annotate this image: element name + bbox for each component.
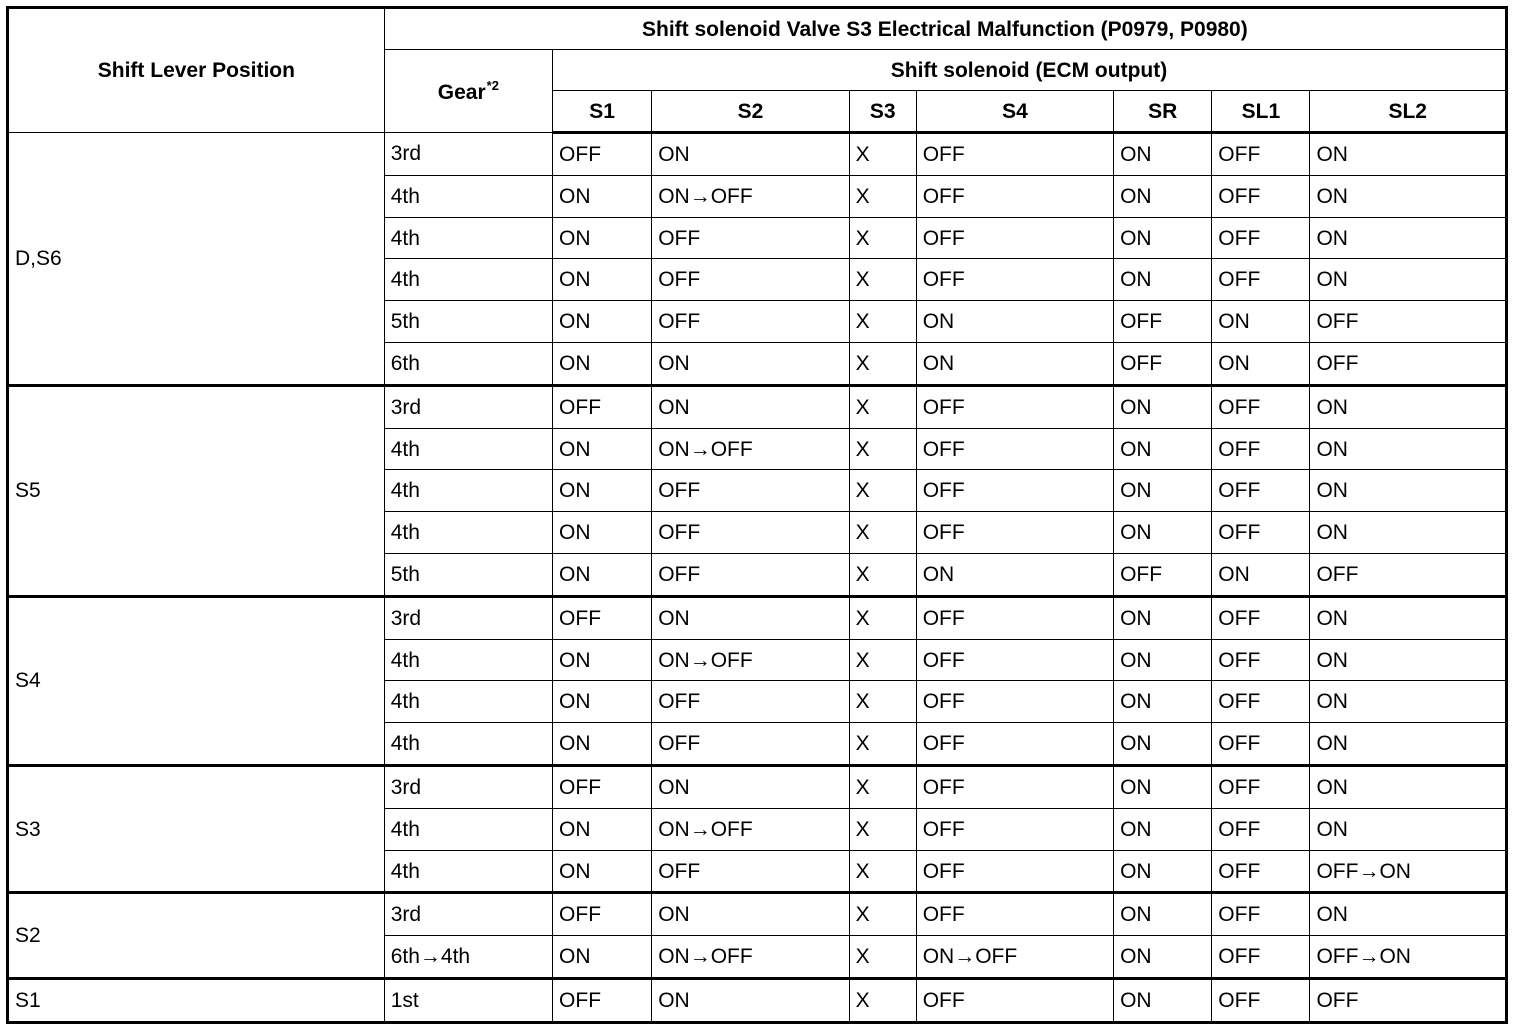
solenoid-value-cell: X <box>849 259 916 301</box>
gear-cell: 4th <box>384 259 552 301</box>
solenoid-value-cell: ON <box>553 936 652 979</box>
solenoid-value-cell: X <box>849 596 916 639</box>
table-row <box>8 133 1507 176</box>
table-title: Shift solenoid Valve S3 Electrical Malfunction (P0979, P0980) <box>384 8 1506 50</box>
solenoid-value-cell: OFF <box>916 259 1113 301</box>
shift-lever-position-cell: S5 <box>8 385 385 596</box>
solenoid-value-cell: ON <box>1114 893 1212 936</box>
solenoid-value-cell: X <box>849 639 916 681</box>
solenoid-value-cell: OFF <box>1212 470 1310 512</box>
solenoid-value-cell: ON <box>1114 259 1212 301</box>
solenoid-value-cell: OFF <box>1114 343 1212 386</box>
gear-cell: 4th <box>384 428 552 470</box>
solenoid-value-cell: ON <box>1114 766 1212 809</box>
column-header-s3: S3 <box>849 91 916 133</box>
solenoid-value-cell: X <box>849 133 916 176</box>
gear-cell: 4th <box>384 850 552 893</box>
solenoid-value-cell: ON <box>1310 259 1507 301</box>
solenoid-value-cell: ON <box>1114 428 1212 470</box>
solenoid-value-cell: OFF <box>916 596 1113 639</box>
solenoid-value-cell: OFF <box>1212 428 1310 470</box>
solenoid-value-cell: X <box>849 301 916 343</box>
solenoid-value-cell: ON <box>1310 428 1507 470</box>
solenoid-value-cell: OFF <box>1310 554 1507 597</box>
solenoid-value-cell: OFF <box>1212 512 1310 554</box>
solenoid-value-cell: ON <box>1310 470 1507 512</box>
gear-cell: 4th <box>384 217 552 259</box>
gear-footnote-mark: *2 <box>486 78 499 93</box>
solenoid-group-header: Shift solenoid (ECM output) <box>553 50 1507 91</box>
gear-cell: 4th <box>384 723 552 766</box>
gear-cell: 4th <box>384 639 552 681</box>
solenoid-value-cell: OFF <box>1114 301 1212 343</box>
solenoid-value-cell: ON <box>1310 596 1507 639</box>
table-row <box>8 979 1507 1023</box>
solenoid-value-cell: OFF <box>916 766 1113 809</box>
solenoid-value-cell: OFF <box>916 385 1113 428</box>
shift-lever-position-cell: S3 <box>8 766 385 893</box>
solenoid-value-cell: OFF <box>1310 343 1507 386</box>
solenoid-value-cell: X <box>849 217 916 259</box>
solenoid-value-cell: OFF <box>553 979 652 1023</box>
shift-lever-position-cell: S2 <box>8 893 385 979</box>
solenoid-value-cell: ON <box>1114 470 1212 512</box>
solenoid-value-cell: X <box>849 175 916 217</box>
solenoid-value-cell: OFF <box>1212 723 1310 766</box>
solenoid-value-cell: ON <box>652 133 849 176</box>
column-header-sl2: SL2 <box>1310 91 1507 133</box>
solenoid-value-cell: OFF <box>1212 217 1310 259</box>
solenoid-value-cell: ON <box>1114 175 1212 217</box>
table-row <box>8 893 1507 936</box>
gear-cell: 4th <box>384 470 552 512</box>
solenoid-value-cell: ON <box>553 175 652 217</box>
solenoid-value-cell: ON <box>553 808 652 850</box>
solenoid-table <box>6 6 1508 1024</box>
solenoid-value-cell: ON→OFF <box>652 175 849 217</box>
solenoid-value-cell: OFF <box>652 470 849 512</box>
solenoid-value-cell: OFF <box>916 470 1113 512</box>
table-row <box>8 385 1507 428</box>
solenoid-value-cell: ON <box>1114 385 1212 428</box>
solenoid-value-cell: OFF <box>1212 766 1310 809</box>
solenoid-value-cell: ON→OFF <box>652 639 849 681</box>
solenoid-value-cell: ON <box>1114 512 1212 554</box>
column-header-sr: SR <box>1114 91 1212 133</box>
solenoid-value-cell: ON <box>652 596 849 639</box>
solenoid-value-cell: ON <box>1114 808 1212 850</box>
solenoid-value-cell: ON <box>553 301 652 343</box>
solenoid-value-cell: ON <box>1310 681 1507 723</box>
gear-cell: 3rd <box>384 133 552 176</box>
gear-cell: 3rd <box>384 766 552 809</box>
solenoid-value-cell: ON <box>1310 893 1507 936</box>
solenoid-value-cell: OFF <box>1212 259 1310 301</box>
solenoid-value-cell: ON <box>1114 596 1212 639</box>
solenoid-value-cell: ON→OFF <box>652 428 849 470</box>
solenoid-value-cell: X <box>849 512 916 554</box>
solenoid-value-cell: OFF <box>553 596 652 639</box>
solenoid-value-cell: ON <box>553 428 652 470</box>
solenoid-value-cell: OFF <box>916 428 1113 470</box>
gear-cell: 4th <box>384 681 552 723</box>
solenoid-value-cell: OFF <box>1212 681 1310 723</box>
column-header-sl1: SL1 <box>1212 91 1310 133</box>
solenoid-value-cell: X <box>849 893 916 936</box>
solenoid-value-cell: OFF <box>916 850 1113 893</box>
solenoid-value-cell: ON <box>553 343 652 386</box>
solenoid-value-cell: X <box>849 385 916 428</box>
solenoid-value-cell: ON <box>1114 133 1212 176</box>
solenoid-value-cell: OFF <box>1114 554 1212 597</box>
solenoid-value-cell: ON <box>553 259 652 301</box>
solenoid-value-cell: OFF <box>652 681 849 723</box>
solenoid-value-cell: OFF <box>1212 175 1310 217</box>
solenoid-value-cell: ON→OFF <box>652 936 849 979</box>
solenoid-value-cell: OFF <box>1212 596 1310 639</box>
shift-lever-position-header: Shift Lever Position <box>8 8 385 133</box>
solenoid-value-cell: OFF <box>553 893 652 936</box>
solenoid-value-cell: OFF <box>1212 979 1310 1023</box>
solenoid-value-cell: OFF <box>916 808 1113 850</box>
solenoid-value-cell: ON <box>553 554 652 597</box>
solenoid-value-cell: OFF <box>1212 133 1310 176</box>
solenoid-value-cell: OFF <box>1212 893 1310 936</box>
solenoid-value-cell: X <box>849 808 916 850</box>
solenoid-value-cell: ON <box>916 343 1113 386</box>
solenoid-value-cell: OFF <box>652 723 849 766</box>
solenoid-value-cell: OFF <box>652 259 849 301</box>
shift-lever-position-cell: D,S6 <box>8 133 385 386</box>
solenoid-value-cell: ON <box>916 554 1113 597</box>
solenoid-value-cell: OFF <box>652 512 849 554</box>
solenoid-value-cell: ON <box>553 512 652 554</box>
solenoid-value-cell: OFF <box>916 175 1113 217</box>
solenoid-value-cell: OFF <box>916 639 1113 681</box>
solenoid-value-cell: ON <box>1310 808 1507 850</box>
solenoid-value-cell: OFF <box>916 979 1113 1023</box>
solenoid-value-cell: ON <box>1114 217 1212 259</box>
solenoid-value-cell: OFF <box>553 133 652 176</box>
gear-cell: 4th <box>384 808 552 850</box>
solenoid-value-cell: ON→OFF <box>916 936 1113 979</box>
solenoid-value-cell: X <box>849 428 916 470</box>
gear-cell: 5th <box>384 301 552 343</box>
gear-cell: 1st <box>384 979 552 1023</box>
solenoid-value-cell: X <box>849 343 916 386</box>
solenoid-value-cell: OFF <box>916 681 1113 723</box>
solenoid-value-cell: OFF <box>652 217 849 259</box>
solenoid-value-cell: ON <box>652 343 849 386</box>
solenoid-value-cell: OFF <box>553 766 652 809</box>
solenoid-value-cell: X <box>849 979 916 1023</box>
gear-cell: 3rd <box>384 596 552 639</box>
solenoid-value-cell: OFF <box>652 554 849 597</box>
solenoid-value-cell: ON <box>553 639 652 681</box>
column-header-s2: S2 <box>652 91 849 133</box>
gear-cell: 3rd <box>384 385 552 428</box>
solenoid-value-cell: ON <box>1114 723 1212 766</box>
gear-cell: 6th→4th <box>384 936 552 979</box>
solenoid-value-cell: ON <box>916 301 1113 343</box>
solenoid-value-cell: OFF <box>1310 301 1507 343</box>
solenoid-value-cell: OFF <box>916 133 1113 176</box>
solenoid-value-cell: OFF <box>1212 639 1310 681</box>
column-header-s1: S1 <box>553 91 652 133</box>
solenoid-value-cell: OFF <box>1310 979 1507 1023</box>
solenoid-value-cell: ON <box>1310 385 1507 428</box>
solenoid-value-cell: OFF <box>652 301 849 343</box>
solenoid-value-cell: X <box>849 723 916 766</box>
gear-cell: 4th <box>384 512 552 554</box>
solenoid-value-cell: ON <box>1114 681 1212 723</box>
table-row <box>8 766 1507 809</box>
solenoid-value-cell: ON <box>1310 175 1507 217</box>
solenoid-value-cell: OFF <box>916 217 1113 259</box>
solenoid-value-cell: ON <box>553 681 652 723</box>
table-body <box>8 133 1507 1023</box>
column-header-s4: S4 <box>916 91 1113 133</box>
solenoid-value-cell: ON <box>1114 979 1212 1023</box>
gear-header <box>384 50 552 133</box>
solenoid-value-cell: ON <box>652 766 849 809</box>
solenoid-value-cell: OFF <box>916 512 1113 554</box>
solenoid-value-cell: OFF <box>1212 385 1310 428</box>
solenoid-value-cell: ON <box>1310 133 1507 176</box>
solenoid-value-cell: OFF→ON <box>1310 936 1507 979</box>
solenoid-value-cell: ON <box>553 723 652 766</box>
solenoid-value-cell: X <box>849 850 916 893</box>
solenoid-value-cell: X <box>849 681 916 723</box>
table-row <box>8 596 1507 639</box>
solenoid-value-cell: OFF <box>916 893 1113 936</box>
solenoid-value-cell: ON <box>1114 639 1212 681</box>
solenoid-value-cell: ON→OFF <box>652 808 849 850</box>
solenoid-value-cell: ON <box>652 385 849 428</box>
solenoid-value-cell: ON <box>1310 766 1507 809</box>
solenoid-value-cell: ON <box>1310 723 1507 766</box>
shift-lever-position-cell: S4 <box>8 596 385 765</box>
solenoid-value-cell: X <box>849 554 916 597</box>
solenoid-value-cell: ON <box>1310 217 1507 259</box>
solenoid-value-cell: ON <box>1310 639 1507 681</box>
solenoid-value-cell: ON <box>553 470 652 512</box>
solenoid-value-cell: OFF <box>1212 850 1310 893</box>
solenoid-value-cell: X <box>849 470 916 512</box>
solenoid-value-cell: ON <box>1114 936 1212 979</box>
solenoid-value-cell: ON <box>1212 554 1310 597</box>
solenoid-value-cell: ON <box>652 979 849 1023</box>
solenoid-value-cell: ON <box>553 850 652 893</box>
solenoid-value-cell: ON <box>652 893 849 936</box>
solenoid-value-cell: ON <box>1212 343 1310 386</box>
gear-cell: 4th <box>384 175 552 217</box>
solenoid-value-cell: OFF <box>1212 808 1310 850</box>
gear-cell: 6th <box>384 343 552 386</box>
gear-header-label: Gear <box>437 81 486 104</box>
solenoid-value-cell: X <box>849 766 916 809</box>
solenoid-value-cell: OFF <box>1212 936 1310 979</box>
solenoid-value-cell: ON <box>553 217 652 259</box>
solenoid-value-cell: ON <box>1310 512 1507 554</box>
gear-cell: 5th <box>384 554 552 597</box>
solenoid-value-cell: OFF→ON <box>1310 850 1507 893</box>
solenoid-value-cell: OFF <box>916 723 1113 766</box>
solenoid-value-cell: OFF <box>553 385 652 428</box>
solenoid-value-cell: X <box>849 936 916 979</box>
shift-lever-position-cell: S1 <box>8 979 385 1023</box>
solenoid-value-cell: ON <box>1212 301 1310 343</box>
solenoid-value-cell: OFF <box>652 850 849 893</box>
gear-cell: 3rd <box>384 893 552 936</box>
solenoid-value-cell: ON <box>1114 850 1212 893</box>
